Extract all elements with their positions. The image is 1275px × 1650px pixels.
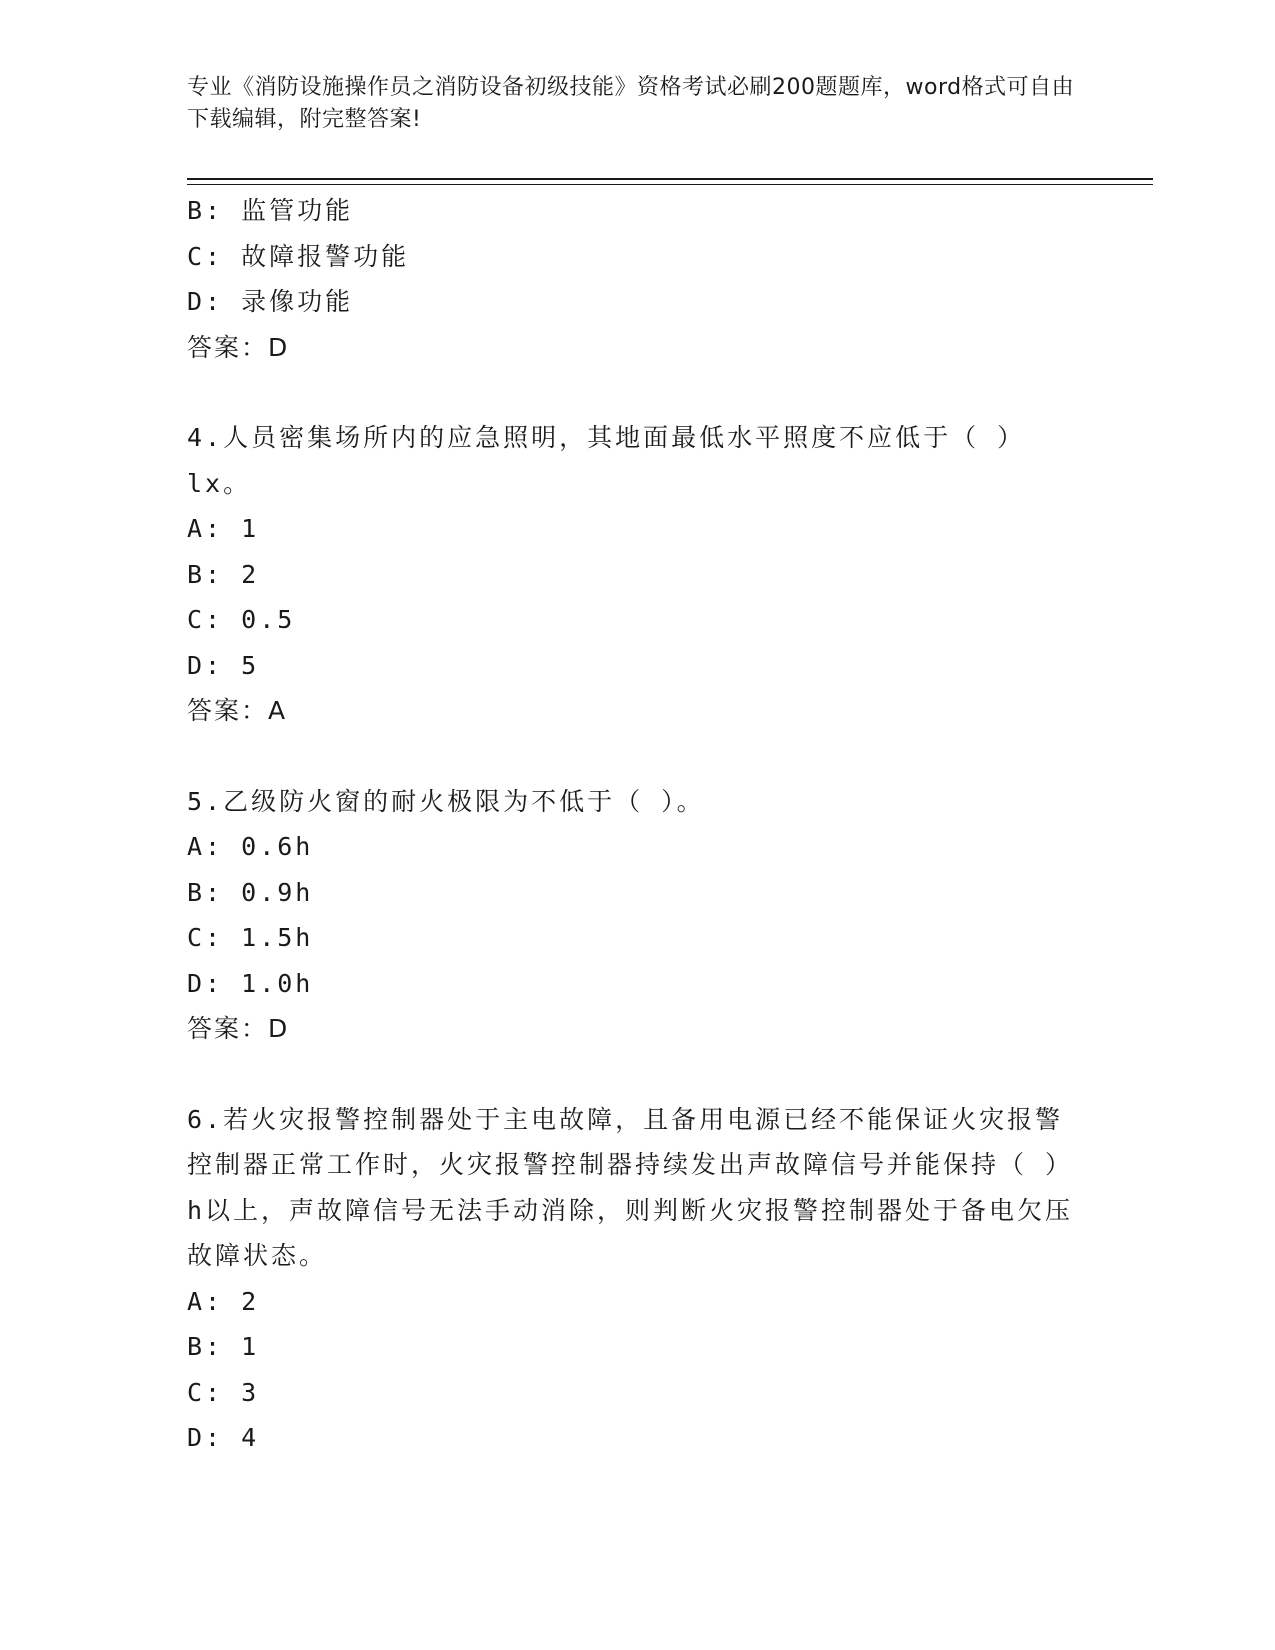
question-text: 4.人员密集场所内的应急照明，其地面最低水平照度不应低于（ ）lx。 xyxy=(187,423,1026,498)
question-5-block xyxy=(187,779,1087,1052)
question-content xyxy=(187,188,1087,1461)
option-b: B: 监管功能 xyxy=(187,196,354,225)
option-c: C: 1.5h xyxy=(187,923,314,952)
option-b: B: 0.9h xyxy=(187,877,314,907)
option-d: D: 4 xyxy=(187,1423,260,1452)
spacer xyxy=(187,734,1087,779)
header-divider-thick xyxy=(187,178,1153,180)
answer-line: 答案：D xyxy=(187,332,290,362)
option-a: A: 0.6h xyxy=(187,832,314,861)
option-d: D: 5 xyxy=(187,650,260,680)
option-d: D: 录像功能 xyxy=(187,287,354,316)
option-c: C: 0.5 xyxy=(187,605,296,634)
option-a: A: 2 xyxy=(187,1286,260,1316)
option-c: C: 3 xyxy=(187,1377,260,1407)
option-a: A: 1 xyxy=(187,514,260,543)
answer-line: 答案：A xyxy=(187,696,288,725)
spacer xyxy=(187,370,1087,415)
option-b: B: 1 xyxy=(187,1332,260,1361)
question-6-block xyxy=(187,1097,1087,1461)
question-text: 5.乙级防火窗的耐火极限为不低于（ ）。 xyxy=(187,786,705,816)
question-text: 6.若火灾报警控制器处于主电故障，且备用电源已经不能保证火灾报警控制器正常工作时，火灾报警控制器持续发出声故障信号并能保持（ ）h以上，声故障信号无法手动消除，则判断火灾报警控制器处于备电欠压故障状态。 xyxy=(187,1104,1074,1270)
header-divider-thin xyxy=(187,184,1153,185)
question-4-block xyxy=(187,415,1087,734)
prev-question-block xyxy=(187,188,1087,370)
document-header: 专业《消防设施操作员之消防设备初级技能》资格考试必刷200题题库，word格式可自由下载编辑，附完整答案! xyxy=(187,75,1075,132)
spacer xyxy=(187,1052,1087,1097)
option-c: C: 故障报警功能 xyxy=(187,241,410,271)
option-b: B: 2 xyxy=(187,559,260,589)
option-d: D: 1.0h xyxy=(187,968,314,998)
answer-line: 答案：D xyxy=(187,1014,290,1043)
